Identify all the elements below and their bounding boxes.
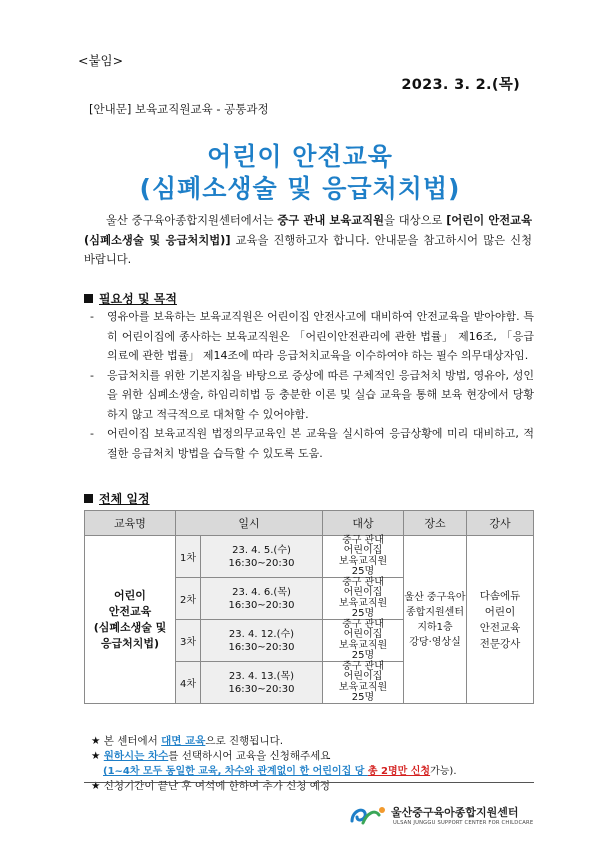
target-cell: 중구 관내 어린이집 보육교직원 25명 (323, 662, 404, 704)
instructor-cell: 다솜에듀 어린이 안전교육 전문강사 (467, 536, 534, 704)
section-purpose-label: 필요성 및 목적 (99, 292, 177, 306)
intro-course: [어린이 안전교육(심폐소생술 및 응급처치법)] (84, 214, 532, 247)
target-cell: 중구 관내 어린이집 보육교직원 25명 (323, 536, 404, 578)
note-text: ★ 본 센터에서 (91, 735, 162, 747)
list-item-text: 어린이집 보육교직원 법정의무교육인 본 교육을 실시하여 응급상황에 미리 대비하고, 적절한 응급처치 방법을 습득할 수 있도록 도움. (107, 427, 534, 460)
time-text: 16:30~20:30 (228, 683, 295, 695)
target-cell: 중구 관내 어린이집 보육교직원 25명 (323, 578, 404, 620)
time-text: 16:30~20:30 (228, 557, 295, 569)
notes-block (91, 734, 531, 794)
table-header-target: 대상 (323, 511, 404, 536)
datetime-cell (201, 578, 323, 620)
table-header-course: 교육명 (85, 511, 176, 536)
course-name-cell: 어린이 안전교육 (심폐소생술 및 응급처치법) (85, 536, 176, 704)
note-highlight: 원하시는 차수 (103, 750, 169, 762)
note-line (91, 749, 531, 764)
note-text: 를 선택하시어 교육을 신청해주세요 (168, 750, 331, 762)
note-text: 가능). (430, 766, 457, 777)
list-item: - 영유아를 보육하는 보육교직원은 어린이집 안전사고에 대비하여 안전교육을 받아야함. 특히 어린이집에 종사하는 보육교직원은 「어린이안전관리에 관한 법률」 제16조, 「응급의료에 관한 법률」 제14조에 따라 응급처치교육을 이수하여야 하는 필수 의무대상자임. (90, 310, 534, 362)
page-subtitle: (심폐소생술 및 응급처치법) (139, 174, 461, 203)
note-highlight: (1~4차 모두 동일한 교육, 차수와 관계없이 한 어린이집 당 (103, 766, 368, 777)
table-row (85, 536, 534, 578)
list-item: - 응급처치를 위한 기본지침을 바탕으로 증상에 따른 구체적인 응급처치 방법, 영유아, 성인을 위한 심폐소생술, 하임리히법 등 충분한 이론 및 실습 교육을 통해 보육 현장에서 당황하지 않고 적극적으로 대처할 수 있어야함. (90, 368, 534, 421)
target-cell: 중구 관내 어린이집 보육교직원 25명 (323, 620, 404, 662)
table-header-datetime: 일시 (176, 511, 323, 536)
table-header-instructor: 강사 (467, 511, 534, 536)
intro-paragraph (84, 211, 532, 270)
date-text: 23. 4. 6.(목) (232, 586, 291, 598)
note-text: ★ 신청기간이 끝난 후 여석에 한하여 추가 신청 예정 (91, 780, 330, 792)
round-cell: 4차 (176, 662, 201, 704)
datetime-cell (201, 662, 323, 704)
list-item-text: 응급처치를 위한 기본지침을 바탕으로 증상에 따른 구체적인 응급처치 방법, 영유아, 성인을 위한 심폐소생술, 하임리히법 등 충분한 이론 및 실습 교육을 통해 보육 현장에서 당황하지 않고 적극적으로 대처할 수 있어야함. (107, 368, 534, 421)
page-title: 어린이 안전교육 (207, 142, 393, 171)
center-name-english: ULSAN JUNGGU SUPPORT CENTER FOR CHILDCARE (393, 820, 534, 826)
intro-text-2: 을 대상으로 (383, 214, 447, 227)
note-text: ★ (91, 750, 104, 762)
center-logo-icon (349, 803, 389, 827)
date-text: 23. 4. 13.(목) (228, 670, 295, 682)
intro-text-3: 교육을 진행하고자 합니다. 안내문을 참고하시어 많은 신청 바랍니다. (84, 233, 532, 266)
datetime-cell (201, 620, 323, 662)
time-text: 16:30~20:30 (228, 599, 295, 611)
schedule-table (84, 510, 534, 704)
attachment-label: <붙임> (78, 53, 124, 68)
note-highlight: 대면 교육 (161, 735, 206, 747)
date-text: 23. 4. 12.(수) (228, 628, 295, 640)
round-cell: 2차 (176, 578, 201, 620)
datetime-cell (201, 536, 323, 578)
time-text: 16:30~20:30 (228, 641, 295, 653)
round-cell: 1차 (176, 536, 201, 578)
section-schedule-heading (84, 490, 150, 507)
document-date: 2023. 3. 2.(목) (401, 77, 520, 93)
date-text: 23. 4. 5.(수) (232, 544, 291, 556)
footer-divider (84, 782, 534, 783)
list-item-text: 영유아를 보육하는 보육교직원은 어린이집 안전사고에 대비하여 안전교육을 받아야함. 특히 어린이집에 종사하는 보육교직원은 「어린이안전관리에 관한 법률」 제16조, 「응급의료에 관한 법률」 제14조에 따라 응급처치교육을 이수하여야 하는 필수 의무대상자임. (107, 310, 534, 362)
intro-text-1: 울산 중구육아종합지원센터에서는 (106, 214, 278, 227)
section-schedule-label: 전체 일정 (99, 492, 150, 506)
note-line (91, 764, 531, 779)
center-name-korean: 울산중구육아종합지원센터 (391, 806, 519, 819)
place-cell: 울산 중구육아 종합지원센터 지하1층 강당·영상실 (404, 536, 467, 704)
note-line (91, 734, 531, 749)
square-bullet-icon (84, 294, 93, 303)
intro-target: 중구 관내 보육교직원 (277, 214, 384, 227)
square-bullet-icon (84, 494, 93, 503)
note-text: 으로 진행됩니다. (205, 735, 284, 747)
section-purpose-heading (84, 290, 177, 307)
list-item: - 어린이집 보육교직원 법정의무교육인 본 교육을 실시하여 응급상황에 미리 대비하고, 적절한 응급처치 방법을 습득할 수 있도록 도움. (90, 427, 534, 460)
purpose-list (90, 307, 534, 463)
notice-label: [안내문] 보육교직원교육 - 공통과정 (89, 102, 269, 116)
table-header-row (85, 511, 534, 536)
table-header-place: 장소 (404, 511, 467, 536)
round-cell: 3차 (176, 620, 201, 662)
note-highlight-red: 총 2명만 신청 (367, 766, 431, 777)
